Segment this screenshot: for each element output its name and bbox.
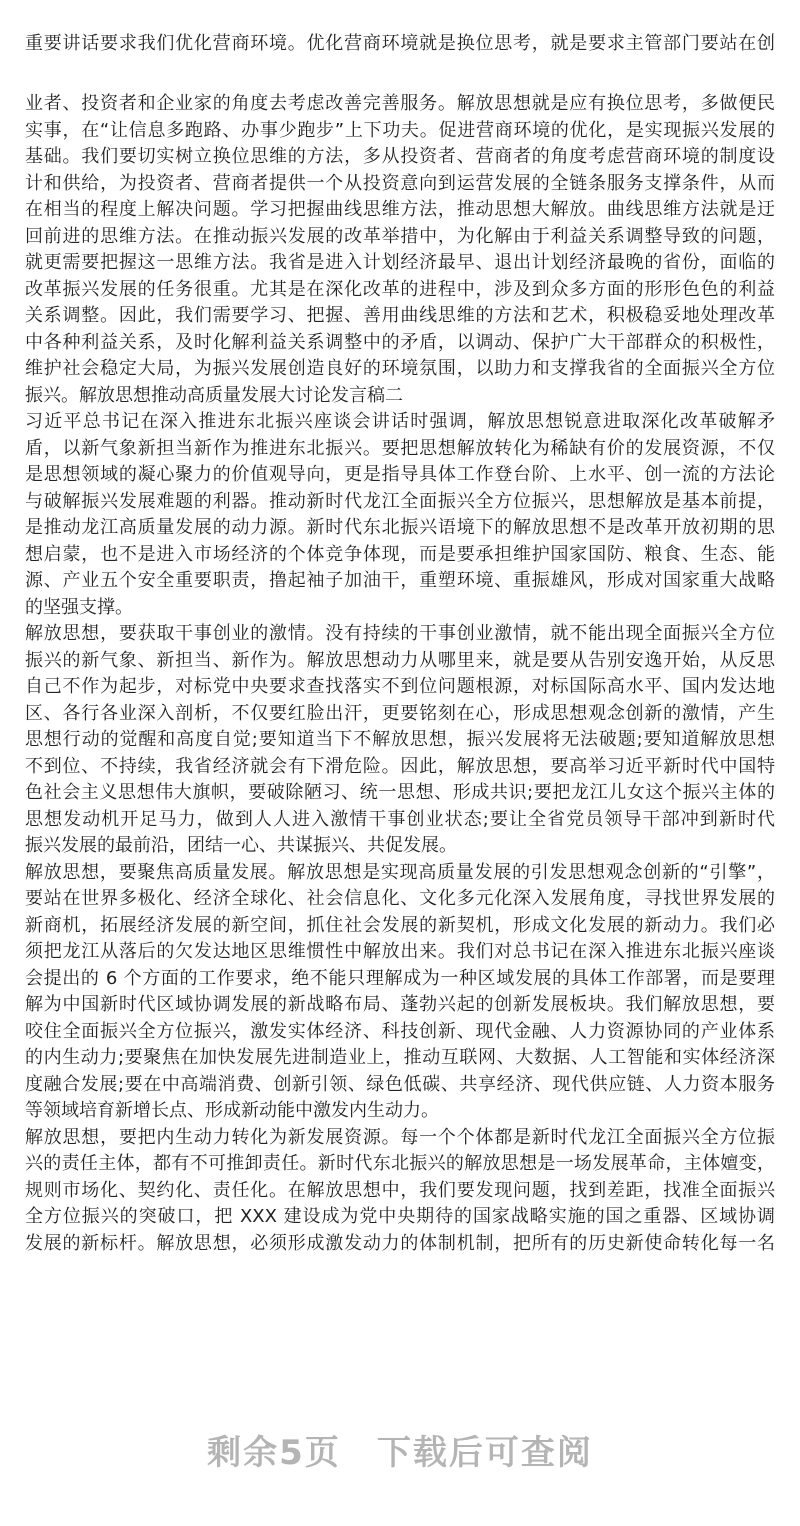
text-line: 改革振兴发展的任务很重。尤其是在深化改革的进程中，涉及到众多方面的形形色色的利益 [25, 278, 775, 300]
text-line: 的内生动力;要聚焦在加快发展先进制造业上，推动互联网、大数据、人工智能和实体经济深 [25, 1047, 775, 1068]
text-line: 业者、投资者和企业家的角度去考虑改善完善服务。解放思想就是应有换位思考，多做便民 [25, 93, 775, 114]
text-line: 区、各行各业深入剖析，不仅要红脸出汗，更要铭刻在心，形成思想观念创新的激情，产生 [25, 702, 775, 724]
text-line: 解放思想，要聚焦高质量发展。解放思想是实现高质量发展的引发思想观念创新的“引擎”， [25, 861, 775, 883]
text-line: 解为中国新时代区域协调发展的新战略布局、蓬勃兴起的创新发展板块。我们解放思想，要 [25, 994, 775, 1015]
text-line: 就更需要把握这一思维方法。我省是进入计划经济最早、退出计划经济最晚的省份，面临的 [25, 252, 775, 273]
text-line: 解放思想，要获取干事创业的激情。没有持续的干事创业激情，就不能出现全面振兴全方位 [25, 623, 775, 644]
download-prompt[interactable] [0, 1425, 800, 1474]
text-line: 与破解振兴发展难题的利器。推动新时代龙江全面振兴全方位振兴，思想解放是基本前提， [25, 490, 775, 512]
text-line: 须把龙江从落后的欠发达地区思维惯性中解放出来。我们对总书记在深入推进东北振兴座谈 [25, 941, 775, 962]
text-line: 新商机，拓展经济发展的新空间，抓住社会发展的新契机，形成文化发展的新动力。我们必 [25, 914, 775, 936]
download-hint-label: 下载后可查阅 [376, 1433, 593, 1473]
text-line: 习近平总书记在深入推进东北振兴座谈会讲话时强调，解放思想锐意进取深化改革破解矛 [25, 411, 775, 432]
text-line: 度融合发展;要在中高端消费、创新引领、绿色低碳、共享经济、现代供应链、人力资本服务 [25, 1073, 775, 1095]
text-line: 咬住全面振兴全方位振兴，激发实体经济、科技创新、现代金融、人力资源协同的产业体系 [25, 1020, 775, 1042]
text-line: 等领域培育新增长点、形成新动能中激发内生动力。 [25, 1100, 439, 1121]
text-line: 色社会主义思想伟大旗帜，要破除陋习、统一思想、形成共识;要把龙江儿女这个振兴主体的 [25, 782, 775, 803]
text-line: 思想行动的觉醒和高度自觉;要知道当下不解放思想，振兴发展将无法破题;要知道解放思想 [25, 729, 775, 750]
text-line: 解放思想，要把内生动力转化为新发展资源。每一个个体都是新时代龙江全面振兴全方位振 [25, 1126, 775, 1148]
text-line: 思想发动机开足马力，做到人人进入激情干事创业状态;要让全省党员领导干部冲到新时代 [25, 808, 775, 830]
text-line: 想启蒙，也不是进入市场经济的个体竞争体现，而是要承担维护国家国防、粮食、生态、能 [25, 543, 775, 565]
text-line: 不到位、不持续，我省经济就会有下滑危险。因此，解放思想，要高举习近平新时代中国特 [25, 755, 775, 777]
text-line: 兴的责任主体，都有不可推卸责任。新时代东北振兴的解放思想是一场发展革命，主体嬗变， [25, 1153, 775, 1174]
text-line: 源、产业五个安全重要职责，撸起袖子加油干，重塑环境、重振雄风，形成对国家重大战略 [25, 570, 775, 591]
text-line: 是推动龙江高质量发展的动力源。新时代东北振兴语境下的解放思想不是改革开放初期的思 [25, 517, 775, 538]
remaining-pages-label: 剩余5页 [207, 1433, 341, 1473]
text-line: 中各种利益关系，及时化解利益关系调整中的矛盾，以调动、保护广大干部群众的积极性， [25, 331, 775, 353]
text-line: 回前进的思维方法。在推动振兴发展的改革举措中，为化解由于利益关系调整导致的问题， [25, 225, 775, 247]
text-line: 会提出的 6 个方面的工作要求，绝不能只理解成为一种区域发展的具体工作部署，而是要理 [25, 967, 775, 989]
text-line: 振兴。解放思想推动高质量发展大讨论发言稿二 [25, 384, 403, 406]
text-line: 在相当的程度上解决问题。学习把握曲线思维方法，推动思想大解放。曲线思维方法就是迂 [25, 199, 775, 220]
text-line: 要站在世界多极化、经济全球化、社会信息化、文化多元化深入发展角度，寻找世界发展的 [25, 888, 775, 909]
text-line: 全方位振兴的突破口，把 XXX 建设成为党中央期待的国家战略实施的国之重器、区域协调 [25, 1206, 775, 1227]
text-line: 基础。我们要切实树立换位思维的方法，多从投资者、营商者的角度考虑营商环境的制度设 [25, 146, 775, 167]
text-line: 实事，在“让信息多跑路、办事少跑步”上下功夫。促进营商环境的优化，是实现振兴发展的 [25, 119, 775, 141]
text-line: 重要讲话要求我们优化营商环境。优化营商环境就是换位思考，就是要求主管部门要站在创 [25, 33, 775, 54]
text-line: 的坚强支撑。 [25, 596, 133, 618]
text-line: 维护社会稳定大局，为振兴发展创造良好的环境氛围，以助力和支撑我省的全面振兴全方位 [25, 358, 775, 379]
text-line: 是思想领域的凝心聚力的价值观导向，更是指导具体工作登台阶、上水平、创一流的方法论 [25, 464, 775, 485]
text-line: 关系调整。因此，我们需要学习、把握、善用曲线思维的方法和艺术，积极稳妥地处理改革 [25, 305, 775, 326]
text-line: 发展的新标杆。解放思想，必须形成激发动力的体制机制，把所有的历史新使命转化每一名 [25, 1232, 775, 1254]
text-line: 振兴发展的最前沿，团结一心、共谋振兴、共促发展。 [25, 835, 457, 856]
text-line: 自己不作为起步，对标党中央要求查找落实不到位问题根源，对标国际高水平、国内发达地 [25, 676, 775, 697]
text-line: 振兴的新气象、新担当、新作为。解放思想动力从哪里来，就是要从告别安逸开始，从反思 [25, 649, 775, 671]
text-line: 盾，以新气象新担当新作为推进东北振兴。要把思想解放转化为稀缺有价的发展资源，不仅 [25, 437, 775, 459]
text-line: 规则市场化、契约化、责任化。在解放思想中，我们要发现问题，找到差距，找准全面振兴 [25, 1179, 775, 1201]
text-line: 计和供给，为投资者、营商者提供一个从投资意向到运营发展的全链条服务支撑条件，从而 [25, 172, 775, 194]
